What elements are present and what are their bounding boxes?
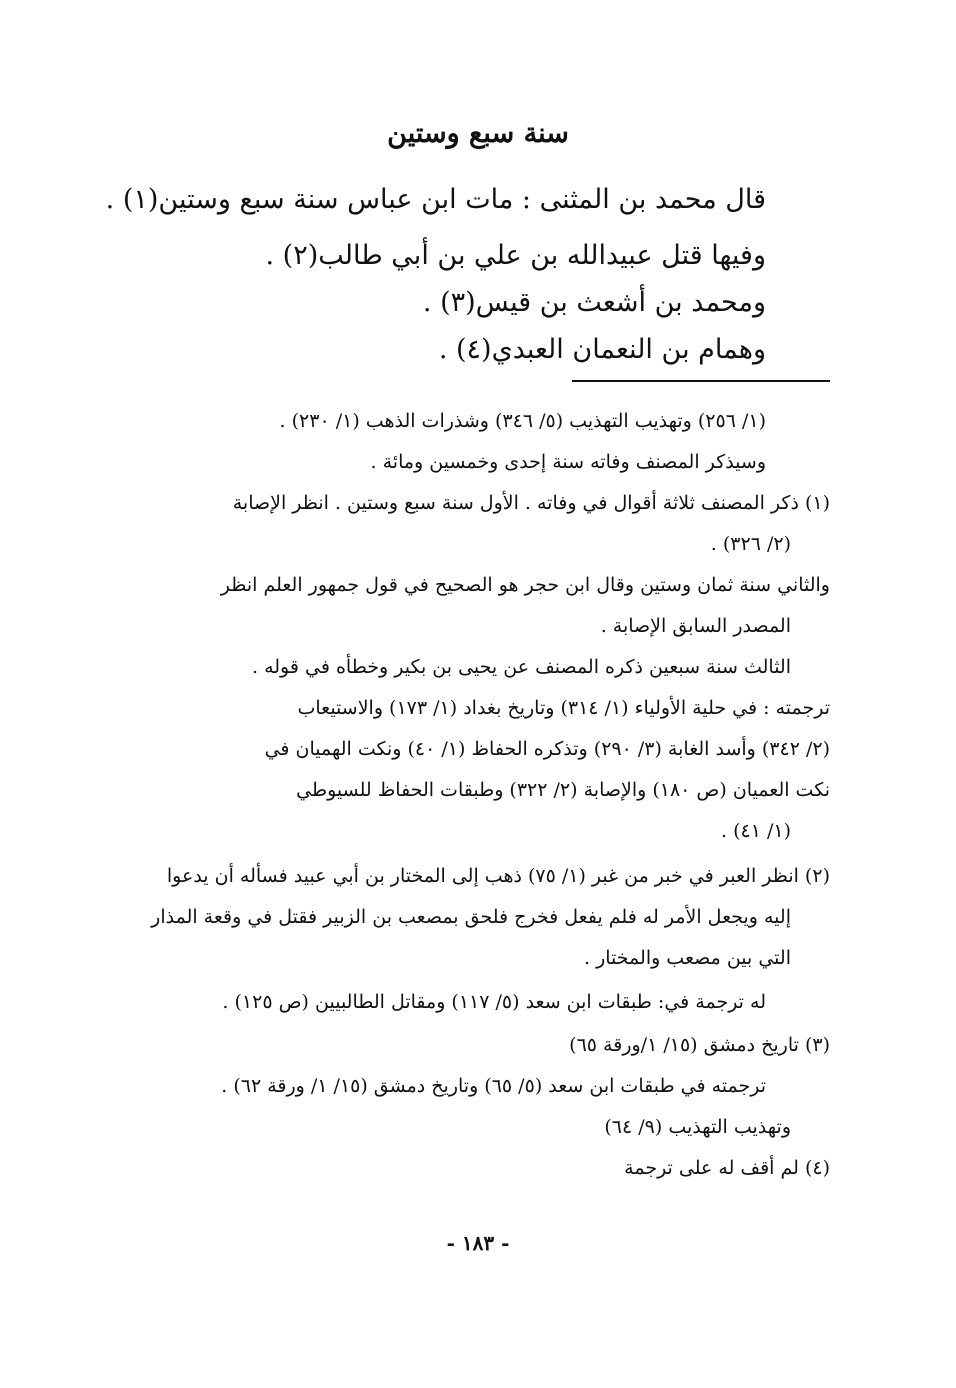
main-text-line: وفيها قتل عبيدالله بن علي بن أبي طالب(٢) . bbox=[265, 240, 766, 271]
footnote-line: (٣) تاريخ دمشق (١٥/ ١/ورقة ٦٥) bbox=[569, 1034, 830, 1056]
footnote-line: نكت العميان (ص ١٨٠) والإصابة (٢/ ٣٢٢) وطبقات الحفاظ للسيوطي bbox=[296, 779, 830, 801]
footnote-line: (١) ذكر المصنف ثلاثة أقوال في وفاته . الأول سنة سبع وستين . انظر الإصابة bbox=[232, 492, 830, 514]
main-text-line: قال محمد بن المثنى : مات ابن عباس سنة سبع وستين(١) . bbox=[105, 184, 766, 215]
footnote-line: (٤) لم أقف له على ترجمة bbox=[624, 1157, 830, 1179]
section-heading: سنة سبع وستين bbox=[387, 118, 569, 149]
footnote-separator bbox=[572, 380, 830, 382]
footnote-line: (١/ ٢٥٦) وتهذيب التهذيب (٥/ ٣٤٦) وشذرات الذهب (١/ ٢٣٠) . bbox=[279, 410, 766, 432]
footnote-line: ترجمته : في حلية الأولياء (١/ ٣١٤) وتاريخ بغداد (١/ ١٧٣) والاستيعاب bbox=[297, 697, 830, 719]
footnote-line: وسيذكر المصنف وفاته سنة إحدى وخمسين ومائة . bbox=[370, 451, 766, 473]
footnote-line: له ترجمة في: طبقات ابن سعد (٥/ ١١٧) ومقاتل الطالبيين (ص ١٢٥) . bbox=[222, 991, 766, 1013]
footnote-line: والثاني سنة ثمان وستين وقال ابن حجر هو الصحيح في قول جمهور العلم انظر bbox=[220, 574, 830, 596]
footnote-line: (٢) انظر العبر في خبر من غبر (١/ ٧٥) ذهب إلى المختار بن أبي عبيد فسأله أن يدعوا bbox=[166, 865, 830, 887]
footnote-line: وتهذيب التهذيب (٩/ ٦٤) bbox=[604, 1116, 791, 1138]
footnote-line: التي بين مصعب والمختار . bbox=[584, 947, 791, 969]
main-text-line: ومحمد بن أشعث بن قيس(٣) . bbox=[422, 287, 766, 318]
page-number: - ١٨٣ - bbox=[446, 1231, 510, 1255]
footnote-line: المصدر السابق الإصابة . bbox=[600, 615, 791, 637]
footnote-line: ترجمته في طبقات ابن سعد (٥/ ٦٥) وتاريخ دمشق (١٥/ ١/ ورقة ٦٢) . bbox=[221, 1075, 766, 1097]
footnote-line: (٢/ ٣٢٦) . bbox=[710, 533, 791, 555]
main-text-line: وهمام بن النعمان العبدي(٤) . bbox=[438, 334, 766, 365]
footnote-line: (٢/ ٣٤٢) وأسد الغابة (٣/ ٢٩٠) وتذكره الحفاظ (١/ ٤٠) ونكت الهميان في bbox=[264, 738, 830, 760]
footnote-line: إليه ويجعل الأمر له فلم يفعل فخرج فلحق بمصعب بن الزبير فقتل في وقعة المذار bbox=[151, 906, 791, 928]
footnote-line: الثالث سنة سبعين ذكره المصنف عن يحيى بن بكير وخطأه في قوله . bbox=[252, 656, 791, 678]
footnote-line: (١/ ٤١) . bbox=[720, 820, 791, 842]
